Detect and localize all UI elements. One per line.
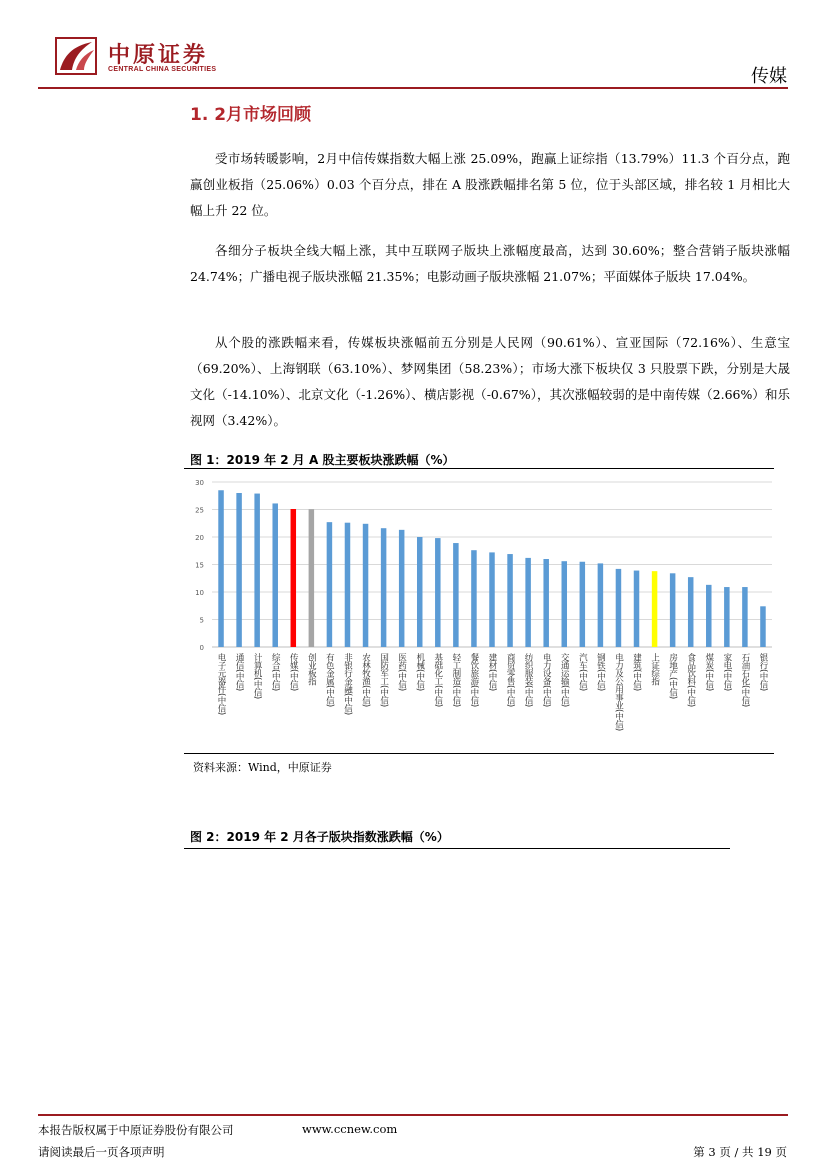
x-category-label: 有色金属(中信) (324, 653, 335, 707)
x-category-label: 轻工制造(中信) (450, 653, 461, 707)
y-tick-label: 10 (195, 589, 204, 597)
chart-bar (543, 559, 549, 647)
x-category-label: 电力及公用事业(中信) (613, 653, 624, 731)
x-category-label: 房地产(中信) (667, 653, 678, 699)
x-category-label: 国防军工(中信) (378, 653, 389, 707)
x-category-label: 传媒(中信) (288, 653, 299, 691)
chart-bar (435, 538, 441, 647)
y-tick-label: 0 (199, 644, 204, 652)
chart-bar (381, 528, 387, 647)
chart-bar (254, 494, 260, 647)
paragraph-1: 受市场转暖影响，2月中信传媒指数大幅上涨 25.09%，跑赢上证综指（13.79%）11.3 个百分点，跑赢创业板指（25.06%）0.03 个百分点，排在 A 股涨跌幅排名第 5 位，位于头部区域，排名较 1 月相比大幅上升 22 位。 (190, 151, 790, 218)
x-category-label: 餐饮旅游(中信) (468, 653, 479, 707)
footer-disclaimer: 请阅读最后一页各项声明 (38, 1145, 165, 1159)
x-category-label: 通信(中信) (234, 653, 245, 691)
chart-bar (236, 493, 242, 647)
footer-divider (38, 1114, 788, 1116)
brand-name-cn: 中原证券 (108, 43, 209, 68)
figure1-bar-chart (184, 470, 774, 752)
y-tick-label: 25 (195, 506, 204, 515)
chart-bar (562, 561, 568, 647)
figure1-caption: 图 1：2019 年 2 月 A 股主要板块涨跌幅（%） (190, 453, 455, 467)
x-category-label: 基础化工(中信) (432, 653, 443, 707)
x-category-label: 医药(中信) (396, 653, 407, 691)
chart-bar (471, 550, 477, 647)
y-tick-label: 20 (195, 534, 204, 542)
chart-bar (309, 509, 315, 647)
section-title: 1. 2月市场回顾 (190, 105, 312, 125)
chart-bar (616, 569, 622, 647)
chart-bar (742, 587, 748, 647)
paragraph-3: 从个股的涨跌幅来看，传媒板块涨幅前五分别是人民网（90.61%）、宣亚国际（72.16%）、生意宝（69.20%）、上海钢联（63.10%）、梦网集团（58.23%）；市场大涨下板块仅 3 只股票下跌，分别是大晟文化（-14.10%）、北京文化（-1.26%）、横店影视（-0.67%），其次涨幅较弱的是中南传媒（2.66%）和乐视网（3.42%）。 (190, 335, 790, 428)
x-category-label: 银行(中信) (757, 653, 768, 691)
x-category-label: 综合(中信) (270, 653, 281, 691)
x-category-label: 汽车(中信) (577, 653, 588, 691)
x-category-label: 计算机(中信) (252, 653, 263, 699)
logo-icon (54, 36, 98, 76)
footer-page-number: 第 3 页 / 共 19 页 (693, 1145, 787, 1159)
x-category-label: 机械(中信) (414, 653, 425, 691)
x-category-label: 电力设备(中信) (541, 653, 552, 707)
x-category-label: 纺织服装(中信) (523, 653, 534, 707)
figure1-source: 资料来源：Wind，中原证券 (193, 761, 332, 774)
figure1-bottom-rule (184, 753, 774, 754)
chart-bar (489, 552, 495, 647)
chart-bar (417, 537, 423, 647)
brand-name-en: CENTRAL CHINA SECURITIES (108, 66, 217, 73)
chart-bar (291, 509, 297, 647)
chart-bar (688, 577, 694, 647)
x-category-label: 建筑(中信) (631, 653, 642, 691)
x-category-label: 食品饮料(中信) (685, 653, 696, 707)
chart-bar (670, 573, 676, 647)
footer-website[interactable]: www.ccnew.com (302, 1122, 398, 1136)
chart-bar (363, 524, 369, 647)
paragraph-2: 各细分子板块全线大幅上涨，其中互联网子版块上涨幅度最高，达到 30.60%；整合营销子版块涨幅 24.74%；广播电视子版块涨幅 21.35%；电影动画子版块涨幅 21.07%；平面媒体子版块 17.04%。 (190, 243, 790, 284)
chart-bar (345, 523, 351, 647)
chart-bar (724, 587, 730, 647)
x-category-label: 交通运输(中信) (559, 653, 570, 707)
chart-bar (706, 585, 712, 647)
x-category-label: 农林牧渔(中信) (360, 653, 371, 707)
chart-bar (760, 606, 766, 647)
x-category-label: 创业板指 (306, 653, 317, 685)
chart-bar (272, 503, 278, 647)
x-category-label: 上证综指 (649, 653, 660, 685)
chart-bar (399, 530, 405, 647)
chart-bar (580, 562, 586, 647)
chart-bar (327, 522, 333, 647)
x-category-label: 钢铁(中信) (595, 653, 606, 691)
x-category-label: 非银行金融(中信) (342, 653, 353, 715)
x-category-label: 电子元器件(中信) (216, 653, 227, 715)
section-label: 传媒 (751, 66, 787, 87)
y-tick-label: 5 (199, 616, 204, 625)
chart-bar (598, 563, 604, 647)
x-category-label: 煤炭(中信) (703, 653, 714, 691)
x-category-label: 石油石化(中信) (739, 653, 750, 707)
chart-bar (453, 543, 459, 647)
header-divider (38, 87, 788, 89)
footer-copyright: 本报告版权属于中原证券股份有限公司 (38, 1123, 234, 1137)
figure2-caption: 图 2：2019 年 2 月各子版块指数涨跌幅（%） (190, 830, 449, 844)
figure1-top-rule (184, 468, 774, 469)
chart-bar (525, 558, 531, 647)
chart-bar (634, 571, 640, 647)
chart-bar (507, 554, 513, 647)
x-category-label: 家电(中信) (721, 653, 732, 691)
chart-bar (218, 490, 224, 647)
y-tick-label: 30 (195, 479, 204, 487)
chart-bar (652, 571, 658, 647)
figure2-top-rule (184, 848, 730, 849)
x-category-label: 建材(中信) (487, 653, 497, 691)
x-category-label: 商贸零售(中信) (505, 653, 516, 707)
y-tick-label: 15 (195, 561, 204, 570)
